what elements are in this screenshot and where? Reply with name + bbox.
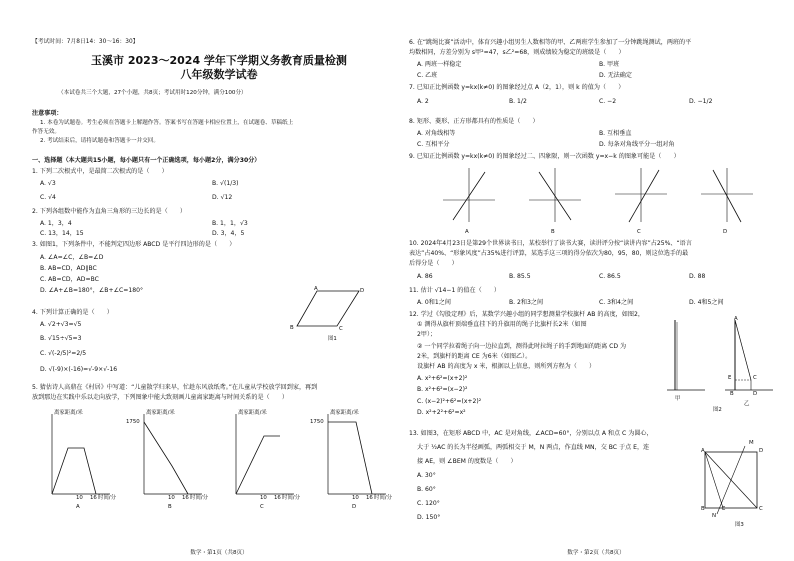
fig1-label-c: C xyxy=(339,326,343,332)
question-3: 3. 如图1，下列条件中，不能判定四边形 ABCD 是平行四边形的是（ ） xyxy=(32,241,236,248)
q9-label-a: A xyxy=(465,229,469,235)
footer-page-2: 数学・第2页（共8页） xyxy=(567,549,625,556)
note-2: 2. 考试结束后，请将试题卷和答题卡一并交回。 xyxy=(40,138,159,144)
question-12-line1: 12. 学过《勾股定理》后，某数学兴趣小组的同学想测量学校旗杆 AB 的高度，如图2， xyxy=(409,311,644,318)
question-1: 1. 下列二次根式中，是最简二次根式的是（ ） xyxy=(32,168,168,175)
question-10-line2: 表达”占40%、“形象风度”占35%进行评算，某选手这三项的得分依次为80，95，80，则这位选手的最 xyxy=(409,250,689,257)
q5d-ylabel: 离家距离/米 xyxy=(330,410,359,416)
fig1-label-a: A xyxy=(314,286,318,292)
q2-option-b: B. 1，1，√3 xyxy=(212,220,248,227)
fig2-label-jia: 甲 xyxy=(675,396,681,402)
q5d-ymax: 1750 xyxy=(310,419,324,425)
question-7: 7. 已知正比例函数 y=kx(k≠0) 的图象经过点 A（2，1），则 k 的值为（ ） xyxy=(409,84,625,91)
q12-option-d: D. x²+2²+6²=x² xyxy=(417,409,466,416)
q5b-ylabel: 离家距离/米 xyxy=(146,410,175,416)
fig3-label-d: D xyxy=(759,448,764,454)
q5-graph-a xyxy=(40,406,120,510)
fig3-label-c: C xyxy=(759,506,763,512)
question-4: 4. 下列计算正确的是（ ） xyxy=(32,309,113,316)
question-12-line6: 设旗杆 AB 的高度为 x 米，根据以上信息，则所列方程为（ ） xyxy=(417,363,596,370)
fig1-label-d: D xyxy=(360,288,365,294)
fig3-label-b: B xyxy=(701,506,705,512)
fig2-label-a: A xyxy=(734,316,738,322)
q5c-caption: C xyxy=(260,504,264,510)
question-8: 8. 矩形、菱形、正方形都具有的性质是（ ） xyxy=(409,118,539,125)
fig2-label-yi: 乙 xyxy=(744,401,750,407)
q5b-caption: B xyxy=(168,504,172,510)
q6-option-b: B. 甲班 xyxy=(599,61,620,68)
question-12-line4: ② 一个同学拉着绳子向一边拉直到，测得此时拉绳子的手到地面的距离 CD 为 xyxy=(417,343,627,350)
fig2-caption: 图2 xyxy=(713,407,722,413)
q7-option-a: A. 2 xyxy=(417,98,429,105)
q4-option-d: D. √(-9)×(-16)=√-9×√-16 xyxy=(40,366,118,373)
q10-option-a: A. 86 xyxy=(417,273,433,280)
q5b-xlabel: 时间/分 xyxy=(190,495,208,501)
q4-option-c: C. √(-2/5)²=2/5 xyxy=(40,350,87,357)
q5d-caption: D xyxy=(352,504,357,510)
q5b-x1: 10 xyxy=(168,495,175,501)
question-10-line1: 10. 2024年4月23日是第29个世界读书日，某校举行了读书大赛，读讲评分按“读讲内容”占25%、“语言 xyxy=(409,240,692,247)
fig3-label-n: N xyxy=(712,513,717,519)
fig2-label-e: E xyxy=(728,375,732,381)
figure-2-flagpole xyxy=(665,314,783,398)
q10-option-d: D. 88 xyxy=(689,273,706,280)
note-1: 1. 本卷为试题卷。考生必须在答题卡上解题作答。答案书写在答题卡相应位置上，在试题卷、草稿纸上 xyxy=(40,120,294,126)
q9-label-d: D xyxy=(723,229,728,235)
fig2-label-c: C xyxy=(753,375,757,381)
fig3-label-a: A xyxy=(701,448,705,454)
q1-option-d: D. √12 xyxy=(212,194,233,201)
q13-option-c: C. 120° xyxy=(417,500,440,507)
q13-option-b: B. 60° xyxy=(417,486,436,493)
q5a-x2: 16 xyxy=(90,495,97,501)
q8-option-a: A. 对角线相等 xyxy=(417,130,456,137)
q5a-ylabel: 离家距离/米 xyxy=(54,410,83,416)
question-13-line1: 13. 如图3，在矩形 ABCD 中，AC 是对角线，∠ACD=60°，分别以点 A 和点 C 为圆心， xyxy=(409,430,653,437)
q5-graph-c xyxy=(224,406,304,510)
fig3-label-e: E xyxy=(722,506,726,512)
q3-option-c: C. AB=CD，AD=BC xyxy=(40,276,99,283)
fig1-label-b: B xyxy=(290,325,294,331)
q11-option-a: A. 0和1之间 xyxy=(417,299,451,306)
q11-option-b: B. 2和3之间 xyxy=(509,299,544,306)
section-1-heading: 一、选择题（本大题共15小题，每小题只有一个正确选项，每小题2分，满分30分） xyxy=(32,157,261,164)
note-1b: 作答无效。 xyxy=(32,129,60,135)
q9-graph-d xyxy=(697,164,757,226)
q2-option-a: A. 1，3，4 xyxy=(40,220,72,227)
question-10-line3: 后得分是（ ） xyxy=(409,260,458,267)
exam-title-line1: 玉溪市 2023～2024 学年下学期义务教育质量检测 xyxy=(91,54,347,67)
q10-option-b: B. 85.5 xyxy=(509,273,531,280)
question-11: 11. 估计 √14−1 的值在（ ） xyxy=(409,287,500,294)
notes-title: 注意事项： xyxy=(32,110,63,117)
q1-option-a: A. √3 xyxy=(40,180,56,187)
q5d-xlabel: 时间/分 xyxy=(374,495,392,501)
footer-page-1: 数学・第1页（共8页） xyxy=(190,549,248,556)
q5b-ymax: 1750 xyxy=(126,419,140,425)
figure-1-parallelogram xyxy=(287,286,367,336)
q5-graph-d xyxy=(310,406,396,510)
q9-graph-a xyxy=(439,164,499,226)
q11-option-c: C. 3和4之间 xyxy=(599,299,634,306)
q5c-x1: 10 xyxy=(260,495,267,501)
q2-option-d: D. 3，4，5 xyxy=(212,230,245,237)
q9-label-c: C xyxy=(637,229,641,235)
page-1 xyxy=(32,22,406,561)
q8-option-c: C. 互相平分 xyxy=(417,141,450,148)
q7-option-c: C. −2 xyxy=(599,98,617,105)
q9-graph-b xyxy=(525,164,585,226)
q10-option-c: C. 86.5 xyxy=(599,273,621,280)
q6-option-a: A. 两班一样稳定 xyxy=(417,61,462,68)
question-13-line3: 接 AE，则 ∠BEM 的度数是（ ） xyxy=(417,458,517,465)
question-5-line1: 5. 猜估诗人高鼎在《村居》中写道：“儿童散学归来早，忙趁东风放纸鸢。”在儿童从学校放学回到家，再到 xyxy=(32,384,318,391)
figure-3-rectangle xyxy=(699,442,765,518)
q8-option-d: D. 每条对角线平分一组对角 xyxy=(599,141,675,148)
q12-option-a: A. x²+6²=(x+2)² xyxy=(417,375,468,382)
q5c-x2: 16 xyxy=(274,495,281,501)
q5a-x1: 10 xyxy=(76,495,83,501)
q11-option-d: D. 4和5之间 xyxy=(689,299,724,306)
q7-option-d: D. −1/2 xyxy=(689,98,713,105)
q12-option-b: B. x²+6²=(x−2)² xyxy=(417,386,468,393)
q5a-caption: A xyxy=(76,504,80,510)
q4-option-b: B. √15÷√5=3 xyxy=(40,335,82,342)
exam-title-line2: 八年级数学试卷 xyxy=(180,68,258,81)
exam-time: 【考试时间：7月8日14：30～16：30】 xyxy=(32,39,139,45)
fig1-caption: 图1 xyxy=(328,336,337,342)
q2-option-c: C. 13，14，15 xyxy=(40,230,84,237)
q6-option-d: D. 无法确定 xyxy=(599,72,632,79)
question-12-line5: 2米，到旗杆的距离 CE 为6米（如图乙）。 xyxy=(417,353,532,360)
question-12-line3: 2甲）； xyxy=(417,331,437,338)
page-2 xyxy=(409,22,783,561)
q12-option-c: C. (x−2)²+6²=(x+2)² xyxy=(417,398,482,405)
fig3-label-m: M xyxy=(749,440,754,446)
q6-option-c: C. 乙班 xyxy=(417,72,438,79)
q5a-xlabel: 时间/分 xyxy=(98,495,116,501)
q5b-x2: 16 xyxy=(182,495,189,501)
q3-option-b: B. AB=CD，AD∥BC xyxy=(40,265,97,272)
q13-option-d: D. 150° xyxy=(417,514,441,521)
q9-label-b: B xyxy=(551,229,555,235)
q9-graph-c xyxy=(611,164,671,226)
question-5-line2: 放到那边在实践中乐以走向放学，下列图象中能大致刻画儿童离家距离与时间关系的是（ ） xyxy=(32,394,288,401)
exam-subtitle: （本试卷共三个大题，27个小题，共8页；考试用时120分钟，满分100分） xyxy=(58,90,247,96)
question-6-line1: 6. 在“跳绳比赛”活动中，体育兴趣小组男生人数相等的甲、乙两班学生参加了一分钟跳绳测试，两班的平 xyxy=(409,39,692,46)
question-13-line2: 大于 ½AC 的长为半径画弧，两弧相交于 M，N 两点，作直线 MN，交 BC 于点 E，连 xyxy=(417,444,650,451)
q5c-ylabel: 离家距离/米 xyxy=(238,410,267,416)
question-2: 2. 下列各组数中能作为直角三角形的三边长的是（ ） xyxy=(32,208,187,215)
q13-option-a: A. 30° xyxy=(417,472,436,479)
q8-option-b: B. 互相垂直 xyxy=(599,130,632,137)
fig2-label-b: B xyxy=(730,391,734,397)
fig2-label-d: D xyxy=(753,391,758,397)
q1-option-b: B. √(1/3) xyxy=(212,180,239,187)
fig3-caption: 图3 xyxy=(735,522,744,528)
q7-option-b: B. 1/2 xyxy=(509,98,527,105)
q5c-xlabel: 时间/分 xyxy=(282,495,300,501)
q5-graph-b xyxy=(126,406,212,510)
q4-option-a: A. √2+√3=√5 xyxy=(40,321,82,328)
question-6-line2: 均数相同，方差分别为 s甲²=47，s乙²=68，则成绩较为稳定的班级是（ ） xyxy=(409,49,625,56)
q5d-x1: 10 xyxy=(352,495,359,501)
q3-option-a: A. ∠A=∠C，∠B=∠D xyxy=(40,254,104,261)
q5d-x2: 16 xyxy=(366,495,373,501)
q3-option-d: D. ∠A+∠B=180°，∠B+∠C=180° xyxy=(40,287,144,294)
q1-option-c: C. √4 xyxy=(40,194,56,201)
question-12-line2: ① 测得从旗杆顶端垂直挂下的升旗用的绳子比旗杆长2米（如图 xyxy=(417,321,587,328)
question-9: 9. 已知正比例函数 y=kx(k≠0) 的图象经过二、四象限，则一次函数 y=x−k 的图象可能是（ ） xyxy=(409,153,680,160)
